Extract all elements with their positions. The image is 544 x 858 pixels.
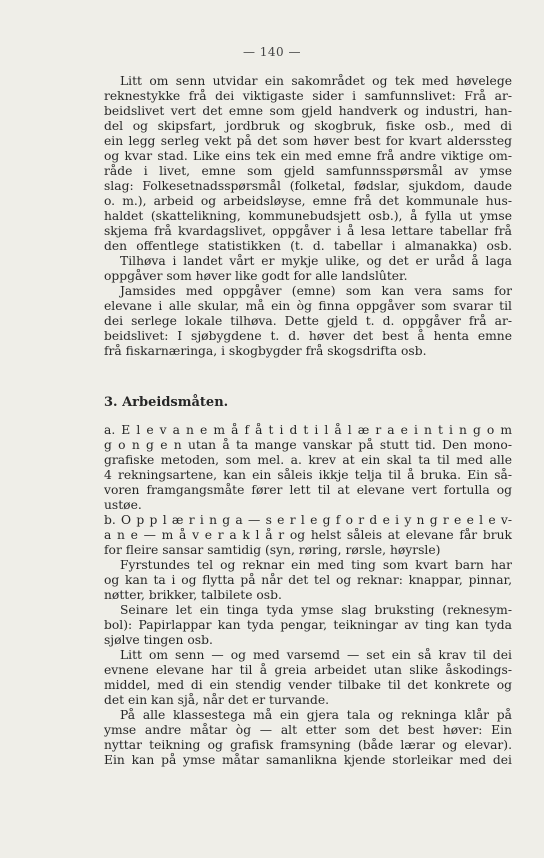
- text-line: beidslivet vert det emne som gjeld handverk og industri, han-: [104, 104, 512, 118]
- text-line: den offentlege statistikken (t. d. tabellar i almanakka) osb.: [104, 239, 512, 253]
- text-line: det ein kan sjå, når det er turvande.: [104, 693, 330, 707]
- text-line: Seinare let ein tinga tyda ymse slag bruksting (reknesym-: [120, 603, 512, 617]
- text-line: slag: Folkesetnadsspørsmål (folketal, fødslar, sjukdom, daude: [104, 179, 512, 193]
- text-line: ustøe.: [104, 498, 142, 512]
- text-line: b. O p p l æ r i n g a — s e r l e g f o r d e i y n g r e e l e v-: [104, 513, 512, 527]
- text-line: frå fiskarnæringa, i skogbygder frå skogsdrifta osb.: [104, 344, 427, 358]
- text-line: ymse andre måtar òg — alt etter som det best høver: Ein: [104, 723, 512, 737]
- text-line: nyttar teikning og grafisk framsyning (både lærar og elevar).: [104, 738, 512, 752]
- text-line: og kvar stad. Like eins tek ein med emne frå andre viktige om-: [104, 149, 512, 163]
- text-line: dei serlege lokale tilhøva. Dette gjeld t. d. oppgåver frå ar-: [104, 314, 512, 328]
- text-line: voren framgangsmåte fører lett til at elevane vert fortulla og: [104, 483, 512, 497]
- page-number: — 140 —: [242, 45, 302, 59]
- text-line: skjema frå kvardagslivet, oppgåver i å lesa lettare tabellar frå: [104, 224, 512, 238]
- text-line: ein legg serleg vekt på det som høver best for kvart alderssteg: [104, 134, 512, 148]
- text-line: o. m.), arbeid og arbeidsløyse, emne frå det kommunale hus-: [104, 194, 512, 208]
- text-line: 4 rekningsartene, kan ein såleis ikkje telja til å bruka. Ein så-: [104, 468, 512, 482]
- text-line: grafiske metoden, som mel. a. krev at ein skal ta til med alle: [104, 453, 512, 467]
- text-line: g o n g e n utan å ta mange vanskar på stutt tid. Den mono-: [104, 438, 512, 452]
- text-line: elevane i alle skular, må ein òg finna oppgåver som svarar til: [104, 299, 512, 313]
- text-line: middel, med di ein stendig vender tilbake til det konkrete og: [104, 678, 512, 692]
- text-line: a. E l e v a n e m å f å t i d t i l å l æ r a e i n t i n g o m: [104, 423, 512, 437]
- text-line: Jamsides med oppgåver (emne) som kan vera sams for: [120, 284, 512, 298]
- text-line: Fyrstundes tel og reknar ein med ting som kvart barn har: [120, 558, 512, 572]
- text-line: oppgåver som høver like godt for alle landslûter.: [104, 269, 408, 283]
- text-line: for fleire sansar samtidig (syn, røring, rørsle, høyrsle): [104, 543, 441, 557]
- text-line: råde i livet, emne som gjeld samfunnsspørsmål av ymse: [104, 164, 512, 178]
- section-heading: 3. Arbeidsmåten.: [104, 395, 229, 410]
- text-line: nøtter, brikker, talbilete osb.: [104, 588, 282, 602]
- text-line: På alle klassestega må ein gjera tala og rekninga klår på: [120, 708, 512, 722]
- text-line: sjølve tingen osb.: [104, 633, 213, 647]
- text-line: evnene elevane har til å greia arbeidet utan slike åskodings-: [104, 663, 512, 677]
- text-line: Litt om senn utvidar ein sakområdet og tek med høvelege: [120, 74, 512, 88]
- text-line: Tilhøva i landet vårt er mykje ulike, og det er uråd å laga: [120, 254, 512, 268]
- text-line: haldet (skattelikning, kommunebudsjett osb.), å fylla ut ymse: [104, 209, 512, 223]
- text-line: bol): Papirlappar kan tyda pengar, teikningar av ting kan tyda: [104, 618, 512, 632]
- text-line: del og skipsfart, jordbruk og skogbruk, fiske osb., med di: [104, 119, 512, 133]
- text-line: reknestykke frå dei viktigaste sider i samfunnslivet: Frå ar-: [104, 89, 512, 103]
- text-line: og kan ta i og flytta på når det tel og reknar: knappar, pinnar,: [104, 573, 512, 587]
- text-line: Litt om senn — og med varsemd — set ein så krav til dei: [120, 648, 512, 662]
- text-line: beidslivet: I sjøbygdene t. d. høver det best å henta emne: [104, 329, 512, 343]
- text-line: a n e — m å v e r a k l å r og helst såleis at elevane får bruk: [104, 528, 512, 542]
- text-line: Ein kan på ymse måtar samanlikna kjende storleikar med dei: [104, 753, 512, 767]
